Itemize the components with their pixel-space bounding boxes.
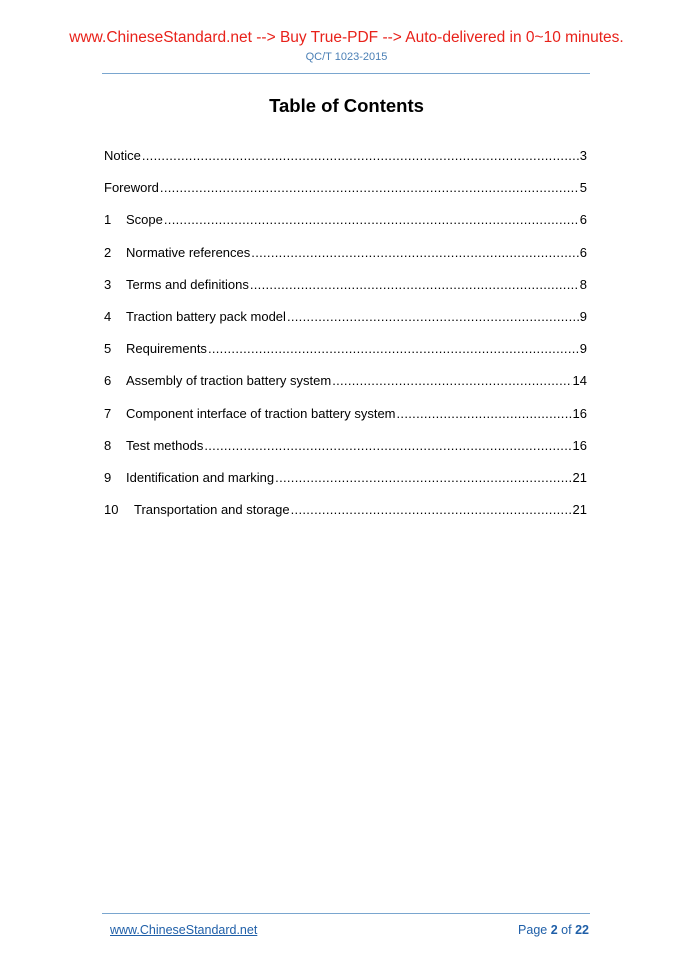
total-page-number: 22: [575, 923, 589, 937]
toc-dot-leader: [160, 180, 579, 195]
footer-divider: [102, 913, 590, 914]
page-label: Page: [518, 923, 548, 937]
toc-entry-label: Test methods: [126, 437, 204, 453]
toc-entry-label: Identification and marking: [126, 469, 275, 485]
toc-entry-requirements[interactable]: [104, 341, 587, 373]
toc-entry-number: 5: [104, 341, 112, 357]
page-indicator: [518, 923, 589, 937]
toc-entry-label: Foreword: [104, 180, 159, 196]
toc-dot-leader: [275, 470, 571, 485]
toc-entry-terms-and-definitions[interactable]: [104, 277, 587, 309]
toc-page-number: 6: [579, 212, 587, 228]
toc-page-number: 9: [579, 308, 587, 324]
toc-dot-leader: [250, 277, 579, 292]
toc-entry-number: 4: [104, 308, 112, 324]
page-of-label: of: [561, 923, 572, 937]
toc-entry-number: 9: [104, 469, 112, 485]
toc-page-number: 21: [572, 469, 587, 485]
table-of-contents: [104, 148, 587, 534]
toc-entry-transportation-and-storage[interactable]: [104, 502, 587, 534]
toc-entry-test-methods[interactable]: [104, 438, 587, 470]
toc-entry-label: Notice: [104, 148, 141, 163]
toc-entry-label: Terms and definitions: [126, 276, 249, 292]
toc-entry-label: Traction battery pack model: [126, 308, 286, 324]
toc-entry-normative-references[interactable]: [104, 245, 587, 277]
toc-entry-number: 10: [104, 502, 119, 518]
toc-dot-leader: [332, 373, 571, 388]
toc-entry-label: Transportation and storage: [134, 502, 290, 518]
header-divider: [102, 73, 590, 74]
toc-entry-number: 2: [104, 244, 112, 260]
footer-website-link[interactable]: www.ChineseStandard.net: [110, 923, 258, 937]
toc-dot-leader: [208, 341, 579, 356]
toc-entry-label: Component interface of traction battery system: [126, 405, 396, 421]
toc-dot-leader: [397, 406, 572, 421]
toc-page-number: 14: [572, 373, 587, 389]
toc-entry-label: Scope: [126, 212, 163, 228]
toc-entry-number: 7: [104, 405, 112, 421]
promo-banner[interactable]: www.ChineseStandard.net --> Buy True-PDF --> Auto-delivered in 0~10 minutes.: [69, 29, 624, 46]
toc-page-number: 21: [572, 502, 587, 518]
current-page-number: 2: [550, 923, 558, 937]
toc-entry-number: 6: [104, 373, 112, 389]
toc-entry-scope[interactable]: [104, 212, 587, 244]
toc-dot-leader: [164, 212, 579, 227]
toc-dot-leader: [291, 502, 572, 517]
toc-page-number: 16: [572, 437, 587, 453]
toc-dot-leader: [204, 438, 571, 453]
toc-page-number: 3: [579, 148, 587, 163]
toc-page-number: 5: [579, 180, 587, 196]
toc-page-number: 9: [579, 341, 587, 357]
toc-entry-number: 1: [104, 212, 112, 228]
toc-entry-label: Assembly of traction battery system: [126, 373, 332, 389]
toc-entry-assembly[interactable]: [104, 373, 587, 405]
toc-entry-traction-battery-pack-model[interactable]: [104, 309, 587, 341]
toc-page-number: 8: [579, 276, 587, 292]
toc-entry-number: 8: [104, 437, 112, 453]
page-title: Table of Contents: [269, 95, 424, 116]
toc-dot-leader: [251, 245, 578, 260]
document-code: QC/T 1023-2015: [305, 51, 388, 63]
toc-page-number: 16: [572, 405, 587, 421]
toc-entry-component-interface[interactable]: [104, 406, 587, 438]
toc-entry-foreword[interactable]: [104, 180, 587, 212]
toc-entry-identification-and-marking[interactable]: [104, 470, 587, 502]
toc-entry-notice[interactable]: [104, 148, 587, 180]
toc-entry-number: 3: [104, 276, 112, 292]
toc-page-number: 6: [579, 244, 587, 260]
toc-entry-label: Normative references: [126, 244, 251, 260]
toc-entry-label: Requirements: [126, 341, 207, 357]
toc-dot-leader: [287, 309, 579, 324]
toc-dot-leader: [142, 148, 579, 163]
